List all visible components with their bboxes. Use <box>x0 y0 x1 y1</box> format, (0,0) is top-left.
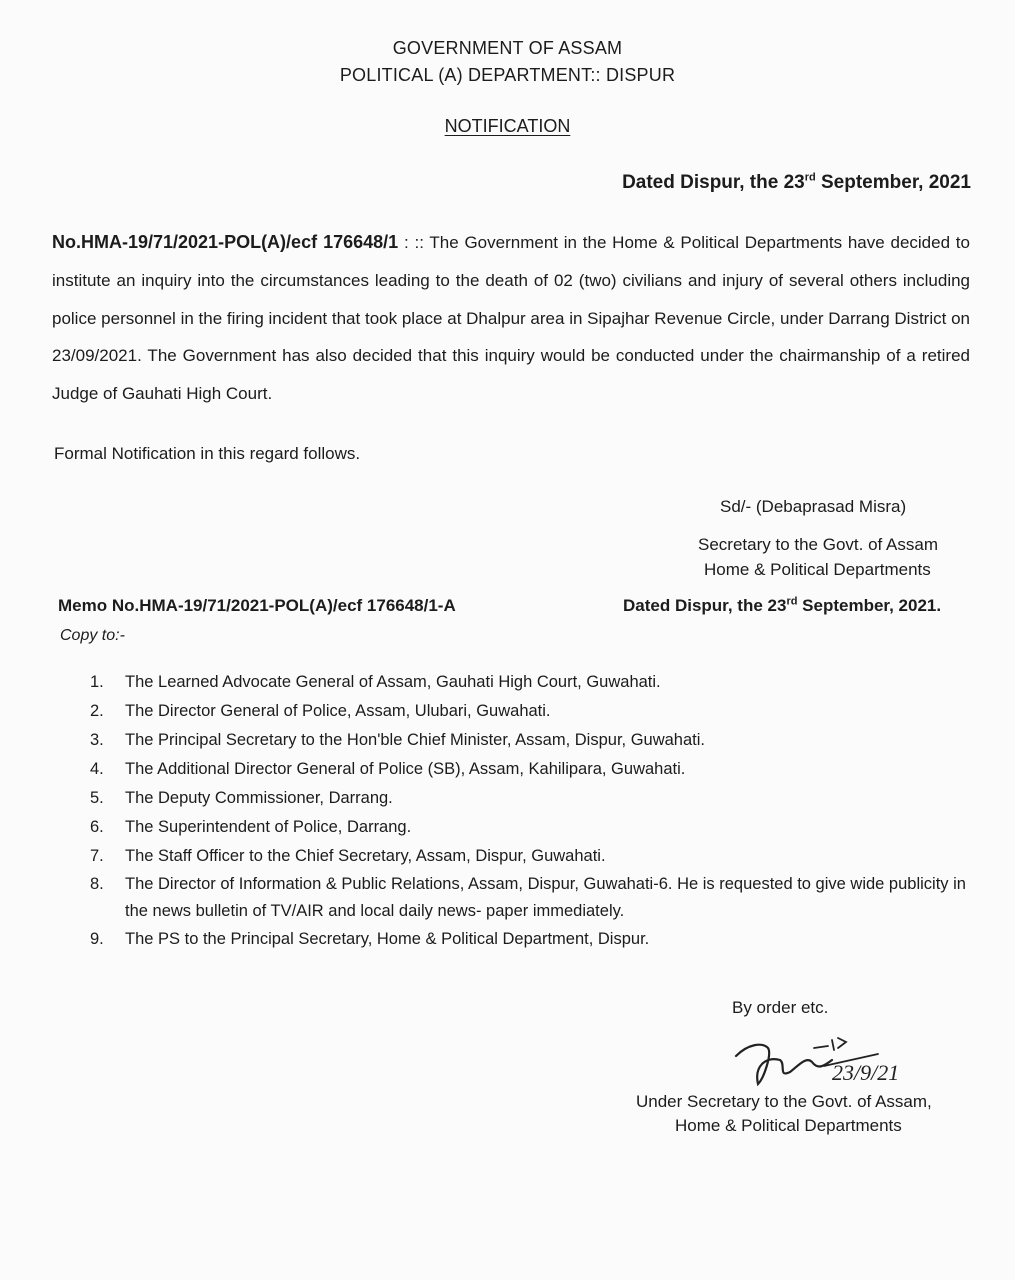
memo-date: Dated Dispur, the 23rd September, 2021. <box>623 595 942 615</box>
notification-heading: NOTIFICATION <box>444 116 571 136</box>
list-item: 3. The Principal Secretary to the Hon'ble Chief Minister, Assam, Dispur, Guwahati. <box>90 731 705 749</box>
by-order-text: By order etc. <box>732 998 829 1017</box>
under-secretary-department: Home & Political Departments <box>675 1116 902 1135</box>
list-item: 2. The Director General of Police, Assam, Ulubari, Guwahati. <box>90 702 551 720</box>
memo-reference: Memo No.HMA-19/71/2021-POL(A)/ecf 176648/1-A <box>58 596 456 615</box>
signatory-department: Home & Political Departments <box>704 560 931 579</box>
svg-text:23/9/21: 23/9/21 <box>832 1060 900 1085</box>
signatory-designation: Secretary to the Govt. of Assam <box>698 535 938 554</box>
list-item: 9. The PS to the Principal Secretary, Home & Political Department, Dispur. <box>90 930 650 948</box>
copy-list <box>86 668 966 954</box>
list-item: 5. The Deputy Commissioner, Darrang. <box>90 789 393 807</box>
list-item: 1. The Learned Advocate General of Assam, Gauhati High Court, Guwahati. <box>90 673 661 691</box>
notification-body <box>52 224 970 413</box>
list-item: 6. The Superintendent of Police, Darrang. <box>90 818 412 836</box>
notification-date: Dated Dispur, the 23rd September, 2021 <box>622 171 971 193</box>
signatory-name: Sd/- (Debaprasad Misra) <box>720 497 907 516</box>
header-department: POLITICAL (A) DEPARTMENT:: DISPUR <box>339 65 676 85</box>
copy-to-label: Copy to:- <box>60 627 125 644</box>
list-item: 4. The Additional Director General of Police (SB), Assam, Kahilipara, Guwahati. <box>90 760 686 778</box>
under-secretary-designation: Under Secretary to the Govt. of Assam, <box>636 1092 932 1111</box>
formal-note: Formal Notification in this regard follows. <box>54 444 361 463</box>
list-item: 8. The Director of Information & Public Relations, Assam, Dispur, Guwahati-6. He is requested to give wide publicity in the news bulletin of TV/AIR and local daily news- paper immediately. <box>90 875 966 920</box>
body-text: : :: The Government in the Home & Political Departments have decided to institute an inquiry into the circumstances leading to the death of 02 (two) civilians and injury of several others including police personnel in the firing incident that took place at Dhalpur area in Sipajhar Revenue Circle, under Darrang District on 23/09/2021. The Government has also decided that this inquiry would be conducted under the chairmanship of a retired Judge of Gauhati High Court. <box>52 233 970 404</box>
header-government: GOVERNMENT OF ASSAM <box>392 38 623 58</box>
reference-number: No.HMA-19/71/2021-POL(A)/ecf 176648/1 <box>52 232 399 252</box>
list-item: 7. The Staff Officer to the Chief Secretary, Assam, Dispur, Guwahati. <box>90 847 606 865</box>
handwritten-signature <box>728 1026 928 1096</box>
